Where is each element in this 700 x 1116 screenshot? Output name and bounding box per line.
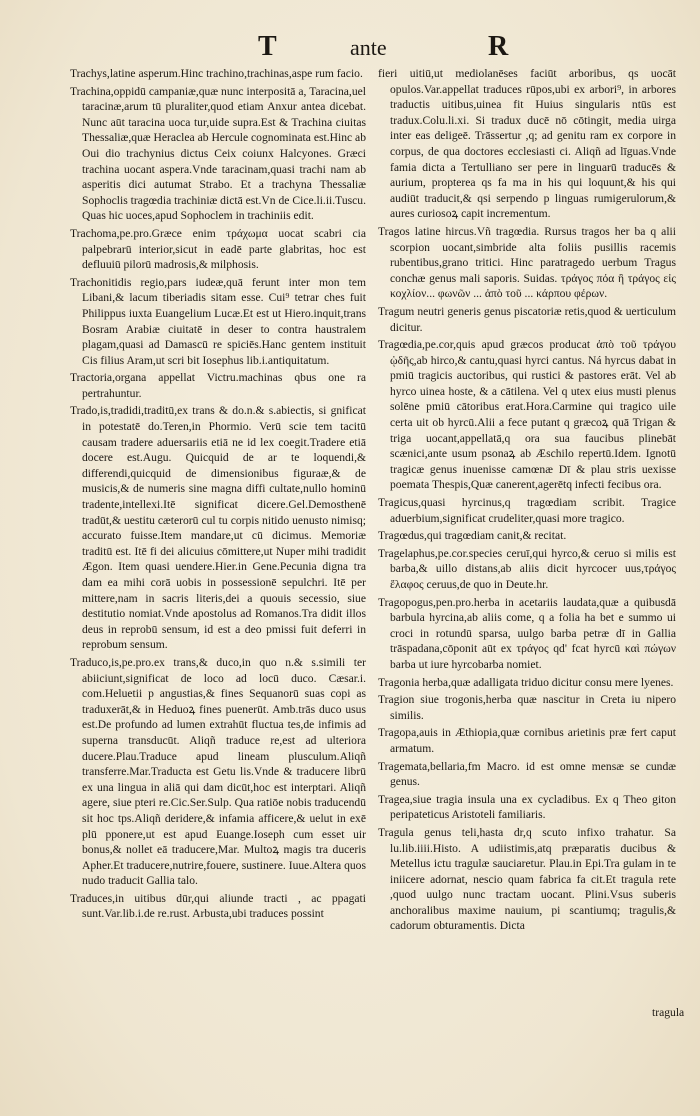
dictionary-entry: Trado,is,tradidi,traditū,ex trans & do.n.& s.abiectis, si gnificat in potestatē do.Teren,in Phormio. Verū scie tem tacitū causam tradere aduersariis etiā ne id lex coegit.Tradere etiā docere est.Augu. Quicquid de ar te loquendi,& differendi,quicquid de dimensionibus figuraæ,& de musicis,& de numeris sine magna diffi cultate,nullo hominū tradente,intellexi.Itē significat dicere.Gel.Demosthenē tradūt,& uestitu cæterorū cul tu corpis nitido uenusto nimisq; accurato fuisse.Item mandare,ut cū dicimus. Memoriæ traditū est. Itē fi dei alicuius cōmittere,ut Nuper mihi tradidit Ægon. Item quasi uendere.Hier.in Gene.Pecunia digna tra dam ea mihi corā uobis in possessionē sepulchri. Itē per mittere,nam in sacris literis,dei a quouis secessio, siue destitutio nomiat.Vnde apostolus ad Romanos.Tra didit illos deus in reprobū sensum, id est a deo pmissi fuit deferri in reprobum sensum. <box>70 404 366 652</box>
dictionary-entry: Traduces,in uitibus dūr,qui aliunde tracti , ac ppagati sunt.Var.lib.i.de re.rust. Arbusta,ubi traduces possint <box>70 891 366 921</box>
dictionary-entry: Tragonia herba,quæ adalligata triduo dicitur consu mere lyenes. <box>378 675 674 689</box>
dictionary-entry: Traduco,is,pe.pro.ex trans,& duco,in quo n.& s.simili ter abiiciunt,significat de loco ad locū duco. Cæsar.i. com.Heluetii p angustias,& fines Sequanorū suas copi as traduxerāt,& in Heduoꝝ fines puenerūt. Amb.trās duco usus est.De profundo ad lumen extrahūt fluctua tes,de infimis ad superna transducūt. Aliqñ traduce re,est ad ulteriora ducere.Plau.Traduce apud lineam plusculum.Aliqñ transferre.Mar.Traducta est Getu lis.Vnde & traducere librū ex una lingua in aliā qui dam dicūt,hoc est interptari. Aliqñ agere, siue pteri re.Cic.Ser.Sulp. Qua ratiōe nobis traducendū sit hoc tps.Aliqñ deridere,& infamia afficere,& uelut in exē plū pponere,ut est apud Euange.Ioseph cum esset uir bonus,& nollet eā traducere,Mar. Multoꝝ magis tra duceris Apher.Et traducere,nutrire,fouere, sustinere. Iuue.Altera quos nudo traducit Gallia talo. <box>70 655 366 888</box>
dictionary-entry: Trachonitidis regio,pars iudeæ,quā ferunt inter mon tem Libani,& lacum tiberiadis sitam esse. Cui⁹ tetrar ches fuit Philippus iuxta Euangelium Lucæ.Et est ut Hiero.inquit,trans Bosram Arabiæ ciuitatē in deser to contra haustralem plagam,quasi ad Damascū re spiciēs.Hanc gentem instituit Cis filius Aram,ut scri bit Iosephus lib.i.antiquitatum. <box>70 275 366 367</box>
dictionary-entry: Tragea,siue tragia insula una ex cycladibus. Ex q Theo giton peripateticus Aristoteli familiaris. <box>378 792 676 822</box>
dictionary-entry: Tragion siue trogonis,herba quæ nascitur in Creta iu nipero similis. <box>378 693 676 722</box>
dictionary-entry: Tragopogus,pen.pro.herba in acetariis laudata,quæ a quibusdā barbula hyrcina,ab aliis come, q a folia ha bet e summo ui croci in rotundū sparsa, uulgo barba petræ dī in Gallia trāspadana,cōponit aūt ex τράγος qd' fcat hyrcū καὶ πώγων barba ut iure hyrcobarba nomiet. <box>378 595 676 671</box>
dictionary-entry: Tragula genus teli,hasta dr,q scuto infixo trahatur. Sa lu.lib.iiii.Histo. A udiistimis,atq præparatis ducibus & Metellus ictu tragulæ sauciaretur. Plau.in Epi.Tra gulam in te iniicere adornat, nescio quam fabrica fa cit.Et tragula rete ,quod uulgo nunc tractam uocant. Plini.Vsus suberis anchoralibus maxime nauium, pi scantiumq; tragulis,& cadorum obturamentis. Dicta <box>378 825 676 933</box>
dictionary-entry: Tragopa,auis in Æthiopia,quæ cornibus arietinis præ fert caput armatum. <box>378 726 676 755</box>
left-column <box>70 66 366 1076</box>
header-left-letter: T <box>258 31 277 62</box>
right-column <box>378 66 676 1076</box>
dictionary-entry: Trachina,oppidū campaniæ,quæ nunc interpositā a, Taracina,uel taracinæ,arum tū pluraliter,quod etiam Anxur antea dicebat. Nunc aūt taracina uoca tur,uide supra.Est & Trachina ciuitas Thessaliæ,quæ Heraclea ab Hercule cognominata est.Hinc ab Oui dio trachynius dictus Ceix coiunx Halcyones. Græci trachina uocant aspera.Vnde taracinam,quasi trachi nam ab asperitis dici autumat Strabo. Et a trachyna Thessaliæ Sophoclis tragœdia trachiniæ dictā est.Vn de Cice.li.ii.Tuscu. Quas hic uoces,apud Sophoclem in trachiniis edit. <box>70 84 366 223</box>
header-word: ante <box>350 35 387 60</box>
dictionary-entry: Tractoria,organa appellat Victru.machinas qbus one ra pertrahuntur. <box>70 371 366 400</box>
dictionary-entry: Trachys,latine asperum.Hinc trachino,trachinas,aspe rum facio. <box>70 67 363 80</box>
dictionary-entry: Tragemata,bellaria,fm Macro. id est omne mensæ se cundæ genus. <box>378 759 676 789</box>
running-header <box>0 30 700 64</box>
dictionary-entry: fieri uitiū,ut mediolanēses faciūt arboribus, qs uocāt opulos.Var.appellat traduces rūpos,ubi ex arbori⁹, in arbores traductis uitibus,uinea fit Huius singularis ntūs est tradux.Colu.li.xi. Si tradux ducē nō cōtingit, media uirga inter eas deligeē. Trāssertur ,q; ad genitu ram ex corpore in corpus, de qua doctores ecclesiasti ci. Aliqñ ad līguas.Vnde famia dicta a Tertulliano ser pere in linguarū traducēs & aurium, propterea qs fa ma in his qui loquunt,& his qui audiūt traducit,& qsi serpendo p linguas rumigerulorum,& aures curiosoꝝ capit incrementum. <box>378 67 676 221</box>
dictionary-entry: Trachoma,pe.pro.Græce enim τράχωμα uocat scabri cia palpebrarū interior,sicut in eadē parte glabritas, hoc est defluuiū pilorū madrosis,& milphosis. <box>70 226 366 272</box>
header-right-letter: R <box>488 31 509 62</box>
dictionary-entry: Tragos latine hircus.Vñ tragœdia. Rursus tragos her ba q alii scorpion uocant,simbride alta foliis pusillis racemis rubentibus,grano tritici. Hinc paratragedo uerbum Tragus conchæ genus mali saporis. Suidas. τράγος πόα ἢ τράγος εἰς κοχλίον... φωνῶν ... ἀπὸ τοῦ ... κάρπου φέρων. <box>378 224 676 301</box>
dictionary-entry: Tragœdia,pe.cor,quis apud græcos producat ἀπὸ τοῦ τράγου ᾠδῆς,ab hirco,& cantu,quasi hyrci cantus. Ná hyrcus dabat in pmiū tragicis auctoribus, qui rustici & pastores erāt. Vel ab hyrco uinea hoste, & a cātilena. Vel q utex eius musti plenus solēne pmiū cātoribus erat.Hora.Carmine qui tragico uile certa uit ob hyrcū.Alii a fece putant q græcoꝝ quā Trigan & triga uocant,appellatā,q ora sua faucibus plinebāt scænici,ante usum psonaꝝ ab Æschilo repertū.Idem. Ignotū tragicæ genus inuenisse camœnæ Dī & plau stris uexisse poemata Thespis,Quæ canerent,agerētq infecti fecibus ora. <box>378 338 676 492</box>
dictionary-entry: Tragicus,quasi hyrcinus,q tragœdiam scribit. Tragice aduerbium,significat crudeliter,quasi more tragico. <box>378 496 676 525</box>
catchword: tragula <box>652 1006 685 1019</box>
dictionary-entry: Tragœdus,qui tragœdiam canit,& recitat. <box>378 529 567 543</box>
dictionary-entry: Tragelaphus,pe.cor.species ceruī,qui hyrco,& ceruo si milis est barba,& uillo distans,ab aliis dicit hyrcocer uus,τράγος ἔλαφος ceruus,de quo in Deute.hr. <box>378 546 676 591</box>
dictionary-entry: Tragum neutri generis genus piscatoriæ retis,quod & uerticulum dicitur. <box>378 304 676 334</box>
